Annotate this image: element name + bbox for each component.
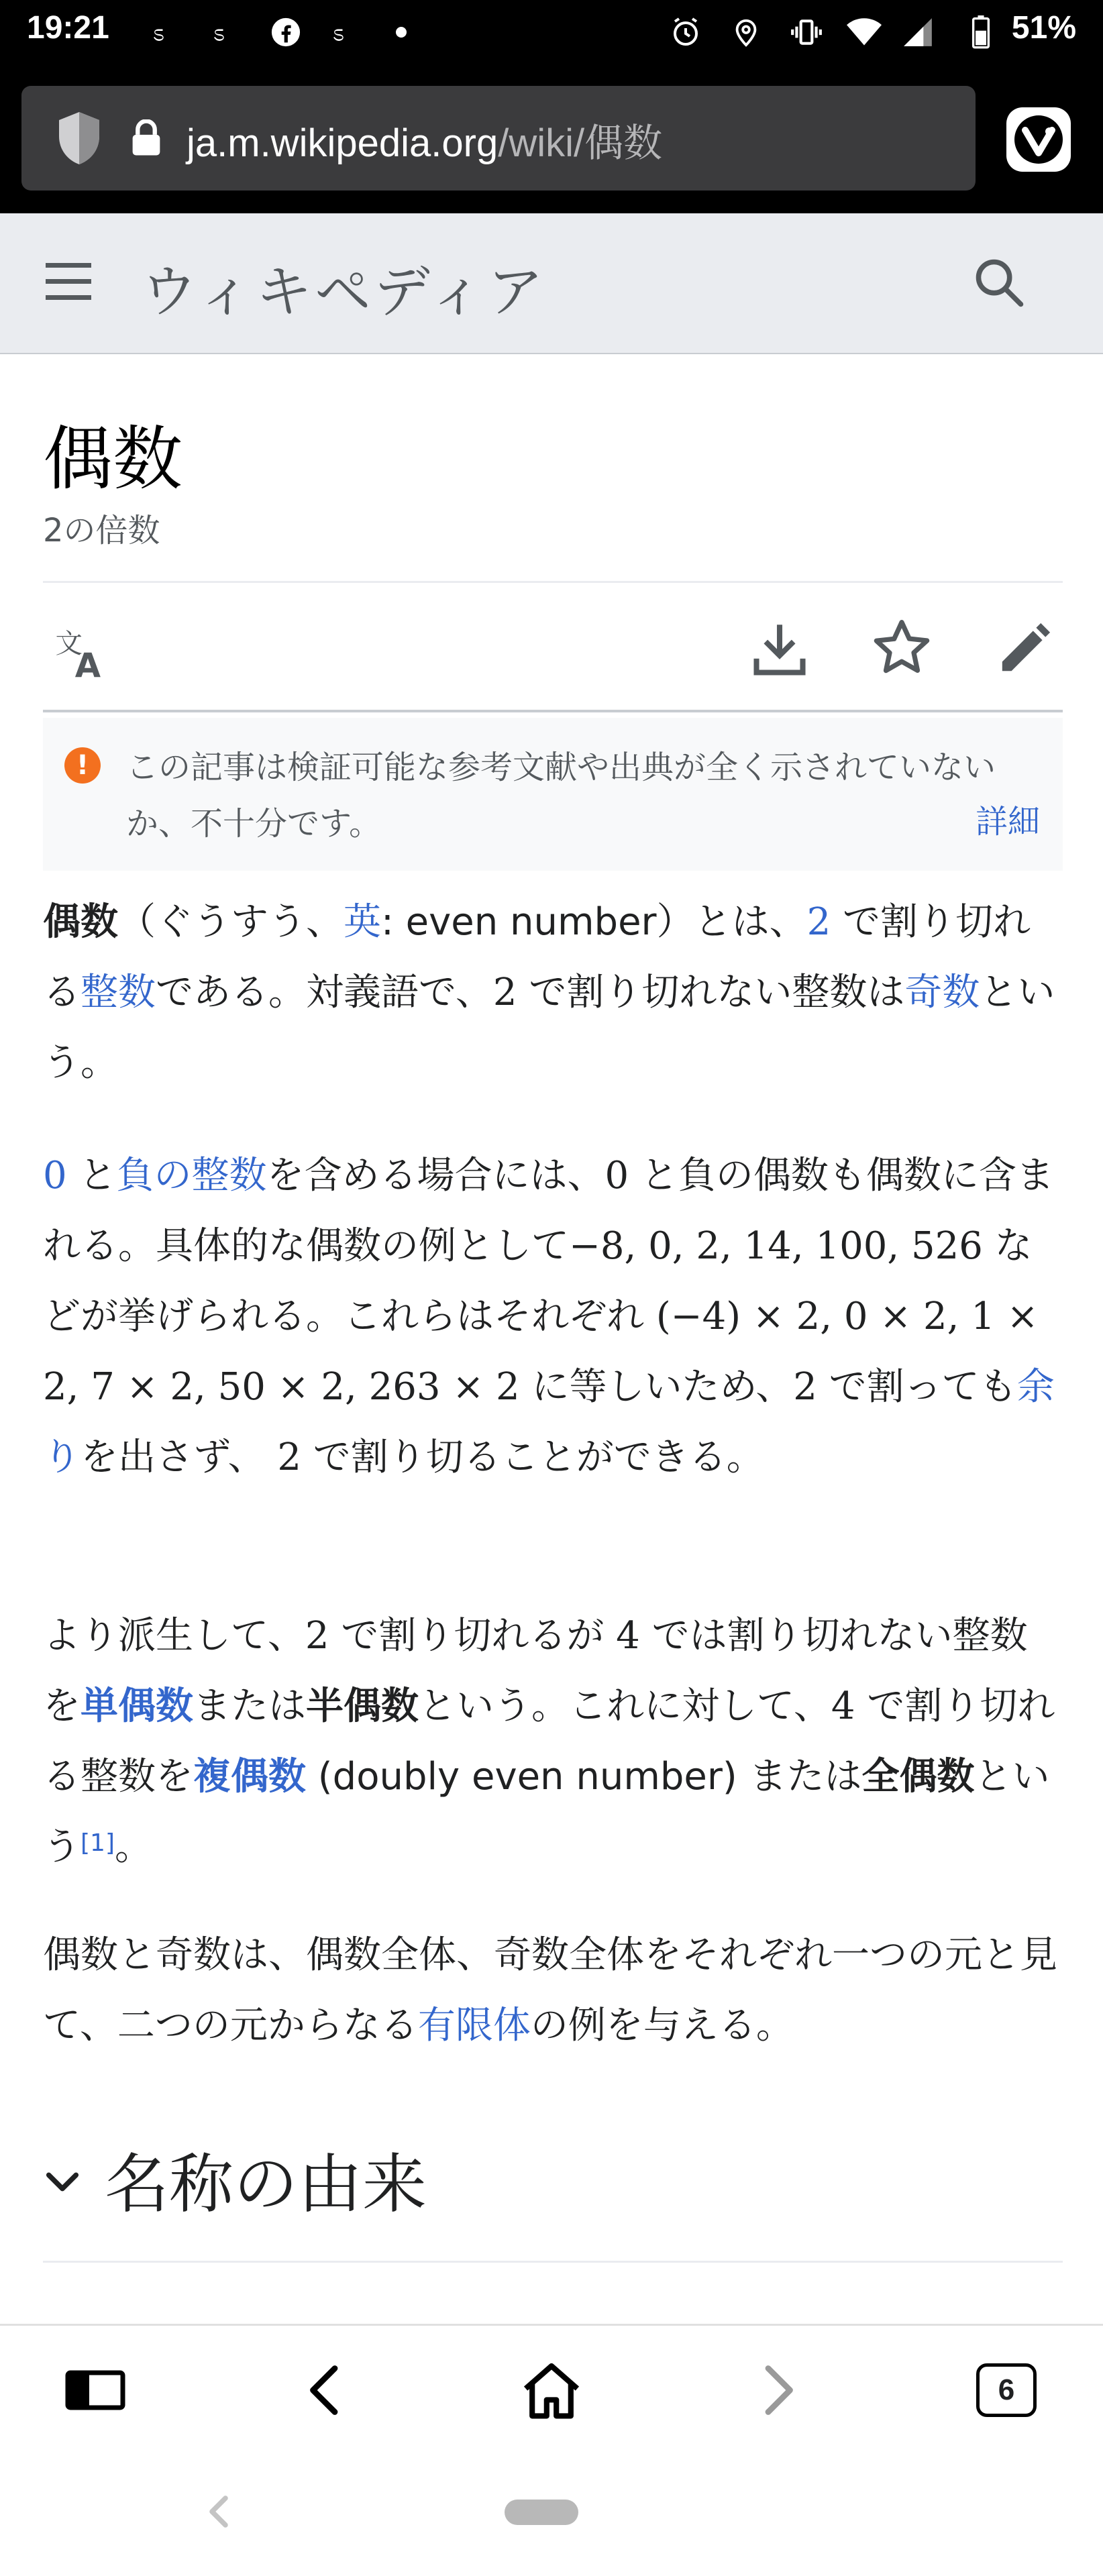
hamburger-menu-icon[interactable] [43, 258, 97, 305]
paragraph-2 [43, 1140, 1063, 1493]
back-icon[interactable] [291, 2357, 358, 2424]
lock-icon [129, 119, 164, 157]
browser-toolbar [0, 67, 1103, 213]
math: 2 [305, 1614, 329, 1658]
notification-icon [208, 15, 243, 50]
link-2[interactable]: 2 [806, 900, 831, 944]
text: で割り切れる整数を [43, 1684, 1055, 1799]
text: 偶数と奇数は、偶数全体、奇数全体をそれぞれ一つの元と見て、二つの元からなる [43, 1933, 1057, 2047]
text: で割り切ることができる。 [301, 1436, 764, 1479]
text: で割っても [817, 1365, 1017, 1409]
forward-icon[interactable] [745, 2357, 812, 2424]
paragraph-1 [43, 887, 1063, 1098]
tab-count: 6 [998, 2373, 1015, 2406]
text: という。これに対して、 [419, 1684, 831, 1728]
details-link[interactable]: 詳細 [975, 803, 1040, 841]
issues-notice[interactable] [43, 718, 1063, 871]
text: の例を与える。 [530, 2004, 794, 2047]
text: で割り切れるが [329, 1614, 617, 1658]
section-title[interactable]: 名称の由来 [105, 2147, 427, 2222]
shield-icon[interactable] [55, 110, 103, 166]
edit-icon[interactable] [993, 619, 1055, 680]
divider [43, 710, 1063, 712]
text: を含める場合には、 [266, 1154, 605, 1197]
system-back-icon[interactable] [199, 2485, 239, 2538]
page-subtitle: 2の倍数 [43, 512, 160, 549]
search-icon[interactable] [971, 255, 1028, 311]
text: : even number）とは、 [381, 900, 807, 944]
link-english[interactable]: 英 [344, 900, 381, 944]
math: (−4) × 2, 0 × 2, 1 × 2, 7 × 2, 50 × 2, 263 × 2 [43, 1295, 1039, 1409]
math: −8, 0, 2, 14, 100, 526 [569, 1224, 983, 1268]
svg-text:ಽ: ಽ [213, 19, 225, 46]
address-bar[interactable] [21, 86, 976, 191]
page-title: 偶数 [43, 418, 183, 500]
link-integer[interactable]: 整数 [81, 971, 156, 1014]
language-icon[interactable] [52, 623, 113, 683]
math: 4 [616, 1614, 640, 1658]
link-doubly-even[interactable]: 複偶数 [193, 1755, 306, 1799]
bold-term: 偶数 [43, 900, 118, 944]
text: では割り切れない整数を [43, 1614, 1028, 1728]
battery-level: 51% [1011, 10, 1076, 46]
math: 2 [492, 971, 517, 1014]
clock: 19:21 [27, 10, 109, 46]
text: という。 [43, 971, 1055, 1085]
text: である。対義語で、 [156, 971, 493, 1014]
alarm-icon [668, 15, 703, 50]
reference-link[interactable]: [1] [81, 1829, 115, 1857]
text: を出さず、 [81, 1436, 278, 1479]
text: または [193, 1684, 306, 1728]
svg-text:A: A [74, 646, 101, 683]
text: と [66, 1154, 117, 1197]
bold-term: 全偶数 [861, 1755, 975, 1799]
text: などが挙げられる。これらはそれぞれ [43, 1224, 1033, 1338]
text: （ぐうすう、 [118, 900, 344, 944]
math: 2 [277, 1436, 301, 1479]
section-heading[interactable] [43, 2133, 1063, 2263]
facebook-icon [268, 15, 303, 50]
system-home-pill[interactable] [505, 2500, 578, 2525]
bold-term: 半偶数 [306, 1684, 419, 1728]
paragraph-3 [43, 1601, 1063, 1882]
notification-icon [148, 15, 182, 50]
tabs-icon [976, 2363, 1037, 2417]
url-text[interactable]: ja.m.wikipedia.org/wiki/偶数 [187, 121, 663, 165]
wifi-icon [847, 15, 882, 50]
link-zero[interactable]: 0 [43, 1154, 67, 1197]
location-icon [729, 15, 764, 50]
text: という [43, 1755, 1050, 1869]
panel-icon[interactable] [62, 2357, 129, 2424]
svg-text:ಽ: ಽ [152, 19, 165, 46]
vibrate-icon [789, 15, 824, 50]
notification-icon [327, 15, 362, 50]
text: 。 [115, 1825, 152, 1869]
download-icon[interactable] [749, 619, 810, 680]
chevron-down-icon[interactable] [43, 2161, 82, 2200]
link-finite-field[interactable]: 有限体 [417, 2004, 531, 2047]
status-bar [0, 0, 1103, 67]
tabs-button[interactable] [973, 2357, 1040, 2424]
warning-icon: ! [64, 747, 101, 784]
divider [43, 581, 1063, 583]
star-icon[interactable] [870, 616, 934, 680]
wiki-header [0, 213, 1103, 354]
text: と負の偶数も偶数に含まれる。具体的な偶数の例として [43, 1154, 1054, 1268]
text: (doubly even number) または [306, 1755, 862, 1799]
home-icon[interactable] [518, 2357, 585, 2424]
text: に等しいため、 [519, 1365, 794, 1409]
warning-text: この記事は検証可能な参考文献や出典が全く示されていないか、不十分です。 [126, 749, 996, 843]
system-navigation-bar [0, 2451, 1103, 2576]
math: 2 [793, 1365, 817, 1409]
link-odd[interactable]: 奇数 [904, 971, 980, 1014]
svg-text:ಽ: ಽ [332, 19, 345, 46]
link-negative-integer[interactable]: 負の整数 [116, 1154, 267, 1197]
text: で割り切れる [43, 900, 1031, 1014]
link-remainder[interactable]: 余り [43, 1365, 1055, 1479]
dot-icon [384, 15, 419, 50]
battery-icon [963, 15, 998, 50]
text: で割り切れない整数は [517, 971, 905, 1014]
wikipedia-logo[interactable]: ウィキペディア [141, 259, 547, 325]
math: 4 [831, 1684, 855, 1728]
text: より派生して、 [43, 1614, 305, 1658]
link-single-even[interactable]: 単偶数 [81, 1684, 193, 1728]
svg-text:文: 文 [55, 627, 83, 659]
math: 0 [605, 1154, 629, 1197]
signal-icon [900, 15, 935, 50]
paragraph-4 [43, 1920, 1063, 2061]
browser-bottom-toolbar [0, 2324, 1103, 2453]
vivaldi-menu-icon[interactable] [1006, 107, 1071, 172]
